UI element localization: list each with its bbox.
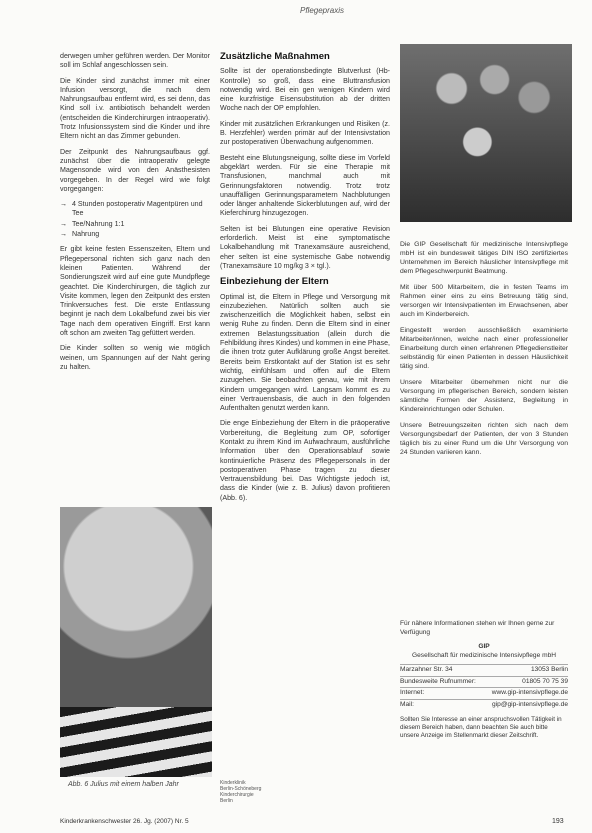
contact-row: Bundesweite Rufnummer: 01805 70 75 39 [400, 676, 568, 688]
striped-clothing [60, 707, 212, 777]
contact-row: Marzahner Str. 34 13053 Berlin [400, 664, 568, 676]
list-item: → Tee/Nahrung 1:1 [60, 220, 210, 229]
list-item: → Nahrung [60, 230, 210, 239]
column-2 [220, 52, 390, 509]
gip-logo: GIP [478, 643, 490, 650]
column-1 [60, 52, 210, 378]
bullet-list [60, 200, 210, 239]
contact-row: Internet: www.gip-intensivpflege.de [400, 687, 568, 699]
baby-photo [60, 507, 212, 777]
contact-address [220, 780, 261, 804]
box-intro: Für nähere Informationen stehen wir Ihnen gerne zur Verfügung [400, 620, 555, 636]
group-photo [400, 44, 572, 222]
section-heading: Zusätzliche Maßnahmen [220, 51, 330, 62]
paragraph: Die GIP Gesellschaft für medizinische Intensivpflege mbH ist ein bundesweit tätiges DIN ISO zertifiziertes Unternehmen im Bereich häuslicher Intensivpflege mit dem Pflegeschwerpunkt Beatmung. [400, 241, 568, 275]
paragraph: Unsere Mitarbeiter übernehmen nicht nur die Versorgung im pflegerischen Bereich, sondern leisten sämtliche Formen der Assistenz, Begleitung in Kindereinrichtungen oder Schulen. [400, 379, 568, 413]
paragraph: Die Kinder sollten so wenig wie möglich weinen, um Spannungen auf der Naht gering zu halten. [60, 344, 210, 371]
column-3-ad [400, 240, 568, 464]
contact-box [400, 620, 568, 740]
section-header: Pflegepraxis [300, 6, 345, 15]
paragraph: Besteht eine Blutungsneigung, sollte diese im Vorfeld abgeklärt werden. Für sie eine Therapie mit Transfusionen, manchmal auch mit Gerinnungsfaktoren notwendig. Trotz trotz unauffälligen Gerinnungsparametern Nachblutungen oder länger anhaltende Sickerblutungen auf, wird der Kieferchirurg hinzugezogen. [220, 153, 390, 218]
contact-line: Kinderchirurgie [220, 792, 254, 798]
journal-footer: Kinderkrankenschwester 26. Jg. (2007) Nr. 5 [60, 818, 189, 825]
figure-caption: Abb. 6 Julius mit einem halben Jahr [68, 781, 179, 788]
contact-row: Mail: gip@gip-intensivpflege.de [400, 699, 568, 711]
contact-line: Berlin [220, 798, 233, 804]
company-name: Gesellschaft für medizinische Intensivpflege mbH [411, 651, 557, 659]
paragraph: Unsere Betreuungszeiten richten sich nach dem Versorgungsbedarf der Patienten, der von 3 Stunden täglich bis zu einer Rund um die Uhr Versorgung von 24 Stunden variieren kann. [400, 422, 568, 456]
paragraph: Eingestellt werden ausschließlich examinierte Mitarbeiter/innen, welche nach einer professioneller Einarbeitung durch einen erfahrenen Pflegedienstleiter selbständig für einen Patienten in dessen Häuslichkeit tätig sind. [400, 327, 568, 370]
paragraph: Er gibt keine festen Essenszeiten, Eltern und Pflegepersonal richten sich ganz nach den kleinen Patienten. Während der Sondierungszeit wird auf eine gute Mundpflege geachtet. Die Kinderchirurgen, die täglich zur Visite kommen, legen den Zeitpunkt des ersten Trinkversuches fest. Die erste Entlassung beginnt je nach dem Lokalbefund zwei bis vier Tage nach dem operativen Eingriff. Erst kann oft schon am zweiten Tag gefüttert werden. [60, 245, 210, 338]
website-link[interactable]: www.gip-intensivpflege.de [491, 689, 568, 696]
paragraph: Sollte ist der operationsbedingte Blutverlust (Hb-Kontrolle) so groß, dass eine Bluttransfusion notwendig wird. Bei ein gen wenigen Kindern wird eine kurzfristige Eisensubstitution ab der dritten Woche nach der OP empfohlen. [220, 67, 390, 113]
paragraph: Selten ist bei Blutungen eine operative Revision erforderlich. Meist ist eine symptomatische Lokalbehandlung mit Tranexamsäure ausreichend, eher selten ist eine systemische Gabe notwendig (Tranexamsäure 10 mg/kg 3 × tgl.). [220, 224, 390, 270]
paragraph: Optimal ist, die Eltern in Pflege und Versorgung mit einzubeziehen. Natürlich sollten auch sie zwischenzeitlich die Möglichkeit haben, selbst ein wenig Ruhe zu finden. Denn die Eltern sind in einer extremen Belastungssituation (allein durch die Fehlbildung ihres Kindes) und kommen in eine Phase, die ihnen trotz guter Aufklärung große Angst bereitet. Bereits beim Erstkontakt auf der Station ist es sehr wichtig, einfühlsam und offen auf die Eltern zuzugehen. Sie beobachten genau, wie mit ihrem Kindern umgegangen wird. Langsam kommt es zu einer Vertrauensbasis, die auch in den folgenden Aufenthalten genutzt werden kann. [220, 292, 390, 413]
section-heading: Einbeziehung der Eltern [220, 276, 329, 288]
paragraph: Die Kinder sind zunächst immer mit einer Infusion versorgt, die nach dem Nahrungsaufbau entfernt wird, es sei denn, das Kind soll i.v. antibiotisch behandelt werden (entscheiden die Kinderchirurgen intraoperativ). Trotz Infusionssystem sind die Kinder und ihre Eltern nicht an das Zimmer gebunden. [60, 76, 210, 141]
contact-line: Berlin-Schöneberg [220, 786, 262, 792]
paragraph: Mit über 500 Mitarbeitern, die in festen Teams im Rahmen einer eins zu eins Betreuung tätig sind, versorgen wir Intensivpatienten im Erwachsenen, aber auch im Kinderbereich. [400, 284, 568, 318]
paragraph: derwegen umher geführen werden. Der Monitor soll im Schlaf angeschlossen sein. [60, 52, 210, 70]
paragraph: Die enge Einbeziehung der Eltern in die präoperative Vorbereitung, die Begleitung zum OP, sofortiger Kontakt zu ihrem Kind im Aufwachraum, ausführliche Information über den Operationsablauf sowie kontinuierliche Präsenz des Pflegepersonals in der postoperativen Phase tragen zu dieser Vertrauensbildung bei. Das Wichtigste jedoch ist, dass die Kinder (wie z. B. Julius) davon profitieren (Abb. 6). [220, 419, 390, 502]
paragraph: Kinder mit zusätzlichen Erkrankungen und Risiken (z. B. Herzfehler) werden primär auf der Intensivstation zur postoperativen Überwachung aufgenommen. [220, 119, 390, 147]
contact-line: Kinderklinik [220, 780, 246, 786]
job-note: Sollten Sie Interesse an einer anspruchsvollen Tätigkeit in diesem Bereich haben, dann beachten Sie auch bitte unsere Anzeige im Stellenmarkt dieser Zeitschrift. [400, 716, 562, 739]
list-item: → 4 Stunden postoperativ Magentpüren und Tee [60, 200, 210, 219]
email-link[interactable]: gip@gip-intensivpflege.de [492, 700, 568, 708]
page-number: 193 [552, 818, 564, 825]
paragraph: Der Zeitpunkt des Nahrungsaufbaus ggf. zunächst über die intraoperativ gelegte Magensonde wird von den Anästhesisten vorgegeben. In der Regel wird wie folgt vorgegangen: [60, 147, 210, 193]
